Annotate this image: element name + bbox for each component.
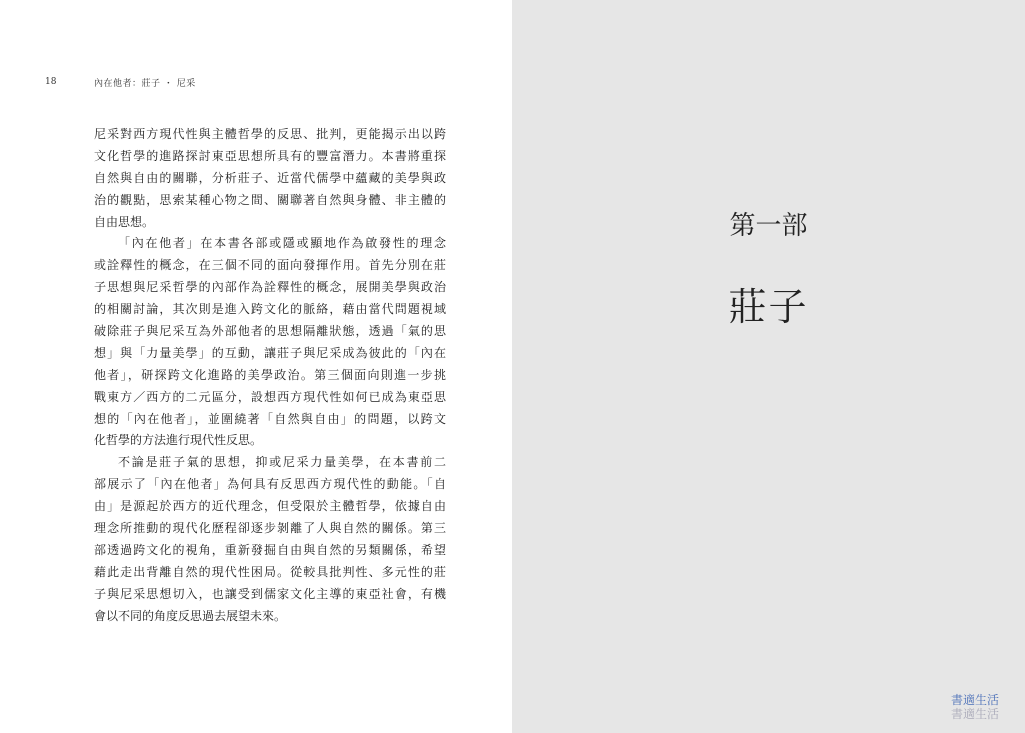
watermark-line-2: 書適生活 xyxy=(950,707,999,721)
part-label xyxy=(512,205,1025,242)
text-line: 想的「內在他者」，並圍繞著「自然與自由」的問題，以跨文 xyxy=(94,411,446,426)
left-page xyxy=(0,0,512,733)
text-line: 部展示了「內在他者」為何具有反思西方現代性的動能。「自 xyxy=(94,477,446,492)
watermark xyxy=(951,693,999,721)
text-line: 治的觀點，思索某種心物之間、關聯著自然與身體、非主體的 xyxy=(94,192,446,207)
text-line: 由」是源起於西方的近代理念，但受限於主體哲學，依據自由 xyxy=(94,499,446,514)
text-line: 的相關討論，其次則是進入跨文化的脈絡，藉由當代問題視域 xyxy=(94,302,446,317)
body-text xyxy=(94,124,446,627)
text-line: 子與尼采思想切入，也讓受到儒家文化主導的東亞社會，有機 xyxy=(94,586,446,601)
right-page xyxy=(512,0,1025,733)
text-line: 自然與自由的關聯，分析莊子、近當代儒學中蘊藏的美學與政 xyxy=(94,170,446,185)
part-label-text: 第一部 xyxy=(729,211,808,241)
text-line: 文化哲學的進路探討東亞思想所具有的豐富潛力。本書將重探 xyxy=(94,148,446,163)
text-line: 化哲學的方法進行現代性反思。 xyxy=(94,433,263,448)
text-line: 「內在他者」在本書各部或隱或顯地作為啟發性的理念 xyxy=(118,236,446,251)
text-line: 藉此走出背離自然的現代性困局。從較具批判性、多元性的莊 xyxy=(94,564,446,579)
text-line: 戰東方／西方的二元區分，設想西方現代性如何已成為東亞思 xyxy=(94,389,446,404)
text-line: 尼采對西方現代性與主體哲學的反思、批判，更能揭示出以跨 xyxy=(94,127,446,141)
text-line: 會以不同的角度反思過去展望未來。 xyxy=(94,608,287,623)
text-line: 部透過跨文化的視角，重新發掘自由與自然的另類關係，希望 xyxy=(94,542,446,557)
text-line: 理念所推動的現代化歷程卻逐步剝離了人與自然的關係。第三 xyxy=(94,521,446,536)
part-title xyxy=(512,276,1025,331)
watermark-line-1: 書適生活 xyxy=(950,693,999,707)
text-line: 他者」，研探跨文化進路的美學政治。第三個面向則進一步挑 xyxy=(94,367,446,382)
text-line: 子思想與尼采哲學的內部作為詮釋性的概念，展開美學與政治 xyxy=(94,280,446,295)
page-number: 18 xyxy=(45,77,57,87)
text-line: 破除莊子與尼采互為外部他者的思想隔離狀態，透過「氣的思 xyxy=(94,324,446,339)
part-title-text: 莊子 xyxy=(728,285,809,329)
running-header: 內在他者：莊子 ・ 尼采 xyxy=(94,79,196,89)
text-line: 自由思想。 xyxy=(94,214,155,229)
text-line: 不論是莊子氣的思想，抑或尼采力量美學，在本書前二 xyxy=(118,455,446,470)
text-line: 想」與「力量美學」的互動，讓莊子與尼采成為彼此的「內在 xyxy=(94,345,446,360)
text-line: 或詮釋性的概念，在三個不同的面向發揮作用。首先分別在莊 xyxy=(94,258,446,273)
